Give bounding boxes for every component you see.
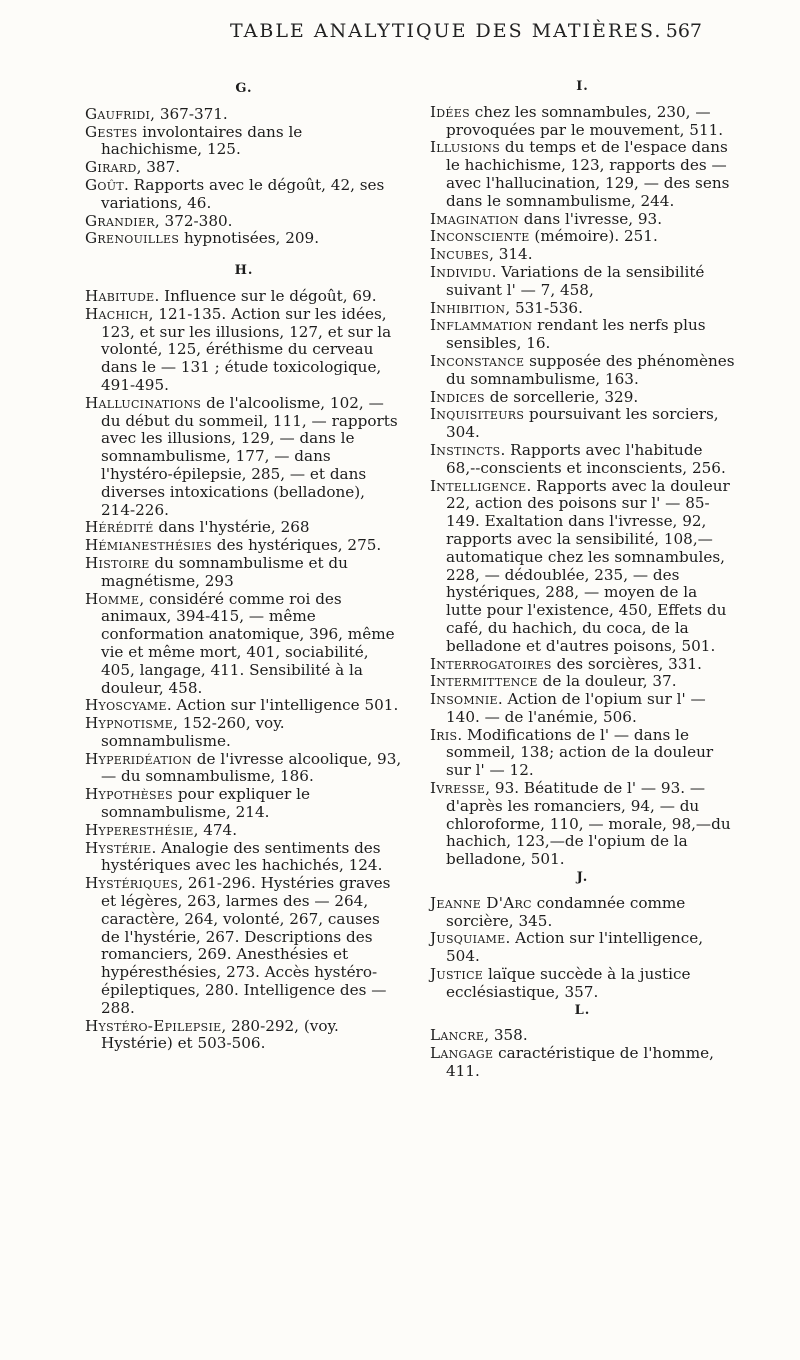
index-entry bbox=[85, 519, 403, 537]
entry-text: . Rapports avec l'habitude 68,--conscients et inconscients, 256. bbox=[446, 440, 726, 477]
index-entry bbox=[85, 555, 403, 591]
entry-text: , 387. bbox=[136, 158, 181, 177]
index-entry bbox=[430, 1027, 735, 1045]
entry-text: de la douleur, 37. bbox=[537, 672, 677, 691]
entry-text: . Action sur l'intelligence 501. bbox=[166, 696, 399, 715]
entry-term: Inconstance bbox=[430, 351, 525, 370]
entry-text: . Action de l'opium sur l' — 140. — de l'anémie, 506. bbox=[446, 690, 706, 726]
index-entry bbox=[85, 875, 403, 1017]
entry-term: Grandier bbox=[85, 211, 155, 230]
entry-term: Individu bbox=[430, 262, 492, 281]
section-letter: G. bbox=[235, 81, 253, 96]
index-entry bbox=[85, 230, 403, 248]
entry-term: Instincts bbox=[430, 440, 501, 459]
entry-text: de l'ivresse alcoolique, 93, — du somnambulisme, 186. bbox=[101, 749, 402, 786]
entry-text: , considéré comme roi des animaux, 394-415, — même conformation anatomique, 396, même vie et même mort, 401, sociabilité, 405, langage, 411. Sensibilité à la douleur, 458. bbox=[101, 589, 395, 697]
entry-term: Imagination bbox=[430, 209, 519, 228]
entry-text: supposée des phénomènes du somnambulisme, 163. bbox=[446, 351, 735, 388]
entry-term: Interrogatoires bbox=[430, 654, 552, 673]
entry-text: hypnotisées, 209. bbox=[179, 229, 320, 248]
entry-term: Hérédité bbox=[85, 518, 154, 537]
section-letter: L. bbox=[574, 1002, 591, 1018]
entry-text: . Rapports avec le dégoût, 42, ses variations, 46. bbox=[101, 175, 385, 212]
entry-term: Girard bbox=[85, 158, 137, 177]
index-entry bbox=[85, 159, 403, 177]
entry-text: . Influence sur le dégoût, 69. bbox=[154, 286, 377, 305]
index-entry bbox=[430, 673, 735, 691]
entry-text: dans l'ivresse, 93. bbox=[518, 209, 663, 228]
entry-text: . Modifications de l' — dans le sommeil, 138; action de la douleur sur l' — 12. bbox=[446, 725, 714, 780]
entry-term: Homme bbox=[85, 589, 140, 608]
entry-term: Langage bbox=[430, 1044, 494, 1063]
entry-text: , 152-260, voy. somnambulisme. bbox=[101, 714, 285, 750]
index-entry bbox=[430, 966, 735, 1002]
entry-term: Hyperesthésie bbox=[85, 820, 194, 839]
entry-text: , 280-292, (voy. Hystérie) et 503-506. bbox=[101, 1016, 339, 1053]
right-column bbox=[430, 78, 735, 1081]
page-number: 567 bbox=[665, 20, 702, 42]
index-entry bbox=[430, 246, 735, 264]
index-entry bbox=[85, 306, 403, 395]
index-entry bbox=[85, 715, 403, 751]
entry-text: , 531-536. bbox=[505, 298, 583, 317]
entry-text: condamnée comme sorcière, 345. bbox=[446, 893, 686, 930]
index-entry bbox=[430, 691, 735, 727]
index-entry bbox=[430, 139, 735, 210]
entry-term: Hystériques bbox=[85, 874, 179, 893]
entry-text: , 314. bbox=[489, 245, 533, 264]
index-entry bbox=[430, 104, 735, 140]
index-entry bbox=[85, 124, 403, 160]
entry-term: Incubes bbox=[430, 245, 490, 264]
index-entry bbox=[430, 406, 735, 442]
index-entry bbox=[85, 106, 403, 124]
entry-text: du temps et de l'espace dans le hachichisme, 123, rapports des — avec l'hallucination, 129, — des sens dans le somnambulisme, 244. bbox=[446, 138, 730, 210]
index-entry bbox=[85, 591, 403, 698]
entry-text: , 372-380. bbox=[154, 211, 233, 230]
index-entry bbox=[430, 442, 735, 478]
entry-term: Inconsciente bbox=[430, 227, 530, 246]
index-entry bbox=[430, 1045, 735, 1081]
entry-text: , 474. bbox=[193, 820, 238, 839]
index-entry bbox=[85, 177, 403, 213]
entry-text: de sorcellerie, 329. bbox=[484, 387, 639, 406]
entry-text: chez les somnambules, 230, — provoquées par le mouvement, 511. bbox=[446, 102, 724, 139]
entry-term: Hyperidéation bbox=[85, 749, 192, 768]
index-entry bbox=[85, 822, 403, 840]
index-entry bbox=[430, 317, 735, 353]
entry-text: , 367-371. bbox=[150, 104, 228, 123]
entry-text: de l'alcoolisme, 102, — du début du sommeil, 111, — rapports avec les illusions, 129, — dans le somnambulisme, 177, — dans l'hystéro-épilepsie, 285, — et dans diverses intoxications (belladone), 214-226. bbox=[101, 393, 398, 519]
entry-text: , 121-135. Action sur les idées, 123, et sur les illusions, 127, et sur la volonté, 125, éréthisme du cerveau dans le — 131 ; étude toxicologique, 491-495. bbox=[101, 304, 392, 394]
index-entry bbox=[85, 395, 403, 520]
entry-term: Hachich bbox=[85, 304, 149, 323]
entry-term: Gestes bbox=[85, 122, 138, 141]
entry-text: involontaires dans le hachichisme, 125. bbox=[101, 122, 303, 159]
index-entry bbox=[430, 895, 735, 931]
entry-term: Intelligence bbox=[430, 476, 527, 495]
index-entry bbox=[85, 288, 403, 306]
index-entry bbox=[430, 264, 735, 300]
entry-term: Insomnie bbox=[430, 690, 498, 709]
index-entry bbox=[85, 840, 403, 876]
index-entry bbox=[430, 228, 735, 246]
entry-term: Hallucinations bbox=[85, 393, 202, 412]
index-entry bbox=[85, 697, 403, 715]
entry-term: Goût bbox=[85, 175, 124, 194]
entry-term: Hypothèses bbox=[85, 785, 173, 804]
entry-term: Habitude bbox=[85, 286, 155, 305]
section-letter: I. bbox=[576, 79, 589, 94]
entry-term: Hystéro-Epilepsie bbox=[85, 1016, 222, 1035]
page-header bbox=[0, 16, 800, 46]
section-letter: H. bbox=[234, 263, 254, 279]
entry-term: Ivresse bbox=[430, 779, 486, 798]
entry-text: des sorcières, 331. bbox=[551, 654, 702, 673]
index-entry bbox=[430, 300, 735, 318]
entry-term: Justice bbox=[430, 965, 484, 984]
index-entry bbox=[430, 780, 735, 869]
index-entry bbox=[430, 478, 735, 656]
entry-term: Iris bbox=[430, 725, 458, 744]
left-column bbox=[85, 78, 403, 1053]
entry-text: , 261-296. Hystéries graves et légères, 263, larmes des — 264, caractère, 264, volonté, 267, causes de l'hystérie, 267. Descriptions des romanciers, 269. Anesthésies et hypéresthésies, 273. Accès hystéro-épileptiques, 280. Intelligence des — 288. bbox=[101, 874, 391, 1017]
entry-term: Hypnotisme bbox=[85, 714, 174, 733]
index-entry bbox=[85, 537, 403, 555]
entry-text: rendant les nerfs plus sensibles, 16. bbox=[446, 316, 706, 353]
index-entry bbox=[85, 213, 403, 231]
entry-term: Illusions bbox=[430, 138, 501, 157]
entry-text: (mémoire). 251. bbox=[529, 227, 658, 246]
index-entry bbox=[85, 786, 403, 822]
entry-term: Gaufridi bbox=[85, 104, 151, 123]
entry-text: poursuivant les sorciers, 304. bbox=[446, 405, 719, 442]
entry-term: Intermittence bbox=[430, 672, 538, 691]
section-letter: J. bbox=[576, 870, 589, 886]
entry-term: Histoire bbox=[85, 553, 150, 572]
entry-text: , 358. bbox=[484, 1026, 528, 1045]
index-entry bbox=[430, 211, 735, 229]
entry-term: Inquisiteurs bbox=[430, 405, 525, 424]
running-title: TABLE ANALYTIQUE DES MATIÈRES. bbox=[230, 20, 663, 42]
entry-text: , 93. Béatitude de l' — 93. — d'après les romanciers, 94, — du chloroforme, 110, — morale, 98,—du hachich, 123,—de l'opium de la belladone, 501. bbox=[446, 779, 731, 869]
entry-term: Idées bbox=[430, 102, 470, 121]
entry-term: Hémianesthésies bbox=[85, 536, 212, 555]
entry-term: Inflammation bbox=[430, 316, 533, 335]
entry-text: pour expliquer le somnambulisme, 214. bbox=[101, 785, 310, 822]
index-entry bbox=[430, 353, 735, 389]
entry-term: Jeanne D'Arc bbox=[430, 893, 532, 912]
entry-text: . Analogie des sentiments des hystériques avec les hachichés, 124. bbox=[101, 838, 383, 875]
entry-term: Hyoscyame bbox=[85, 696, 167, 715]
entry-text: dans l'hystérie, 268 bbox=[153, 518, 310, 537]
entry-term: Lancre bbox=[430, 1026, 485, 1045]
index-entry bbox=[85, 751, 403, 787]
entry-term: Jusquiame bbox=[430, 929, 506, 948]
index-entry bbox=[430, 656, 735, 674]
entry-term: Inhibition bbox=[430, 298, 506, 317]
index-entry bbox=[430, 389, 735, 407]
entry-text: . Action sur l'intelligence, 504. bbox=[446, 929, 704, 966]
entry-text: . Rapports avec la douleur 22, action des poisons sur l' — 85-149. Exaltation dans l'ivresse, 92, rapports avec la sensibilité, 108,—automatique chez les somnambules, 228, — dédoublée, 235, — des hystériques, 288, — moyen de la lutte pour l'existence, 450, Effets du café, du hachich, du coca, de la belladone et d'autres poisons, 501. bbox=[446, 476, 730, 655]
entry-text: laïque succède à la justice ecclésiastique, 357. bbox=[446, 965, 691, 1001]
entry-text: des hystériques, 275. bbox=[211, 536, 382, 555]
index-entry bbox=[85, 1018, 403, 1054]
entry-term: Indices bbox=[430, 387, 485, 406]
entry-text: . Variations de la sensibilité suivant l' — 7, 458, bbox=[446, 262, 705, 299]
entry-text: caractéristique de l'homme, 411. bbox=[446, 1044, 714, 1081]
index-entry bbox=[430, 727, 735, 780]
index-entry bbox=[430, 930, 735, 966]
entry-term: Grenouilles bbox=[85, 229, 180, 248]
entry-text: du somnambulisme et du magnétisme, 293 bbox=[101, 553, 348, 590]
entry-term: Hystérie bbox=[85, 838, 152, 857]
